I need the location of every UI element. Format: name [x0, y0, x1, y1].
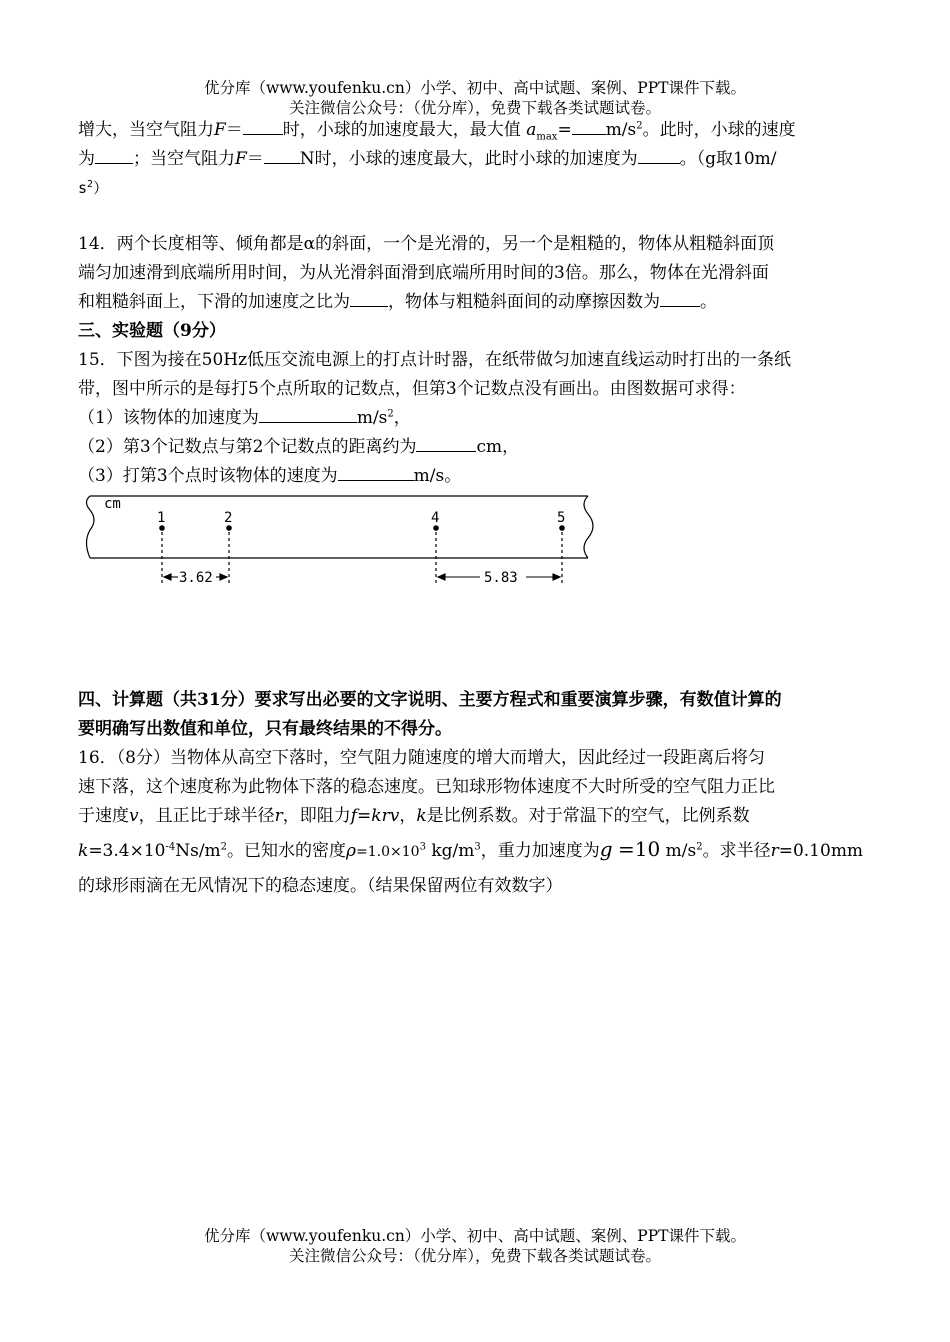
blank	[638, 146, 680, 164]
section-4-line-2: 要明确写出数值和单位，只有最终结果的不得分。	[78, 719, 452, 739]
question-14	[78, 230, 873, 491]
dot-1	[159, 525, 165, 531]
distance-1-2: 3.62	[179, 570, 213, 586]
blank	[660, 289, 700, 307]
q16-line-4: $k=3.4\times 10^{-4}Ns/m^2$。已知水的密度$\rho=1.0\times 10^3$ $kg/m^3$，重力加速度为g =10 $m/s^2$。求半径r=0.10mm	[78, 837, 864, 861]
q13-line-3: $s^2$）	[78, 179, 109, 197]
q13-line-2: 为 ；当空气阻力F＝ N时，小球的速度最大，此时小球的加速度为 。（g取10m/	[78, 145, 873, 174]
q16-line-3: 于速度v，且正比于球半径r，即阻力f=krv，k是比例系数。对于常温下的空气，比例系数	[78, 806, 750, 826]
unit-label: cm	[104, 496, 121, 512]
blank	[350, 289, 388, 307]
point-label-4: 4	[431, 510, 440, 526]
blank	[95, 146, 133, 164]
blank	[259, 405, 357, 423]
header-line-1: 优分库（www.youfenku.cn）小学、初中、高中试题、案例、PPT课件下载。	[203, 79, 747, 97]
blank	[416, 434, 476, 452]
blank	[338, 463, 414, 481]
page-footer	[0, 1226, 950, 1266]
header-line-2: 关注微信公众号：（优分库），免费下载各类试题试卷。	[288, 99, 661, 117]
tape-left-tear	[87, 496, 95, 558]
paper-tape-diagram	[80, 488, 610, 593]
tape-right-tear	[584, 496, 593, 558]
section-4-and-question-16	[78, 686, 873, 901]
dot-2	[226, 525, 232, 531]
q15-line-1: 15．下图为接在50Hz低压交流电源上的打点计时器，在纸带做匀加速直线运动时打出的一条纸	[78, 350, 792, 370]
q14-line-3: 和粗糙斜面上，下滑的加速度之比为 ，物体与粗糙斜面间的动摩擦因数为 。	[78, 288, 873, 317]
q16-line-2: 速下落，这个速度称为此物体下落的稳态速度。已知球形物体速度不大时所受的空气阻力正比	[78, 777, 775, 797]
q15-line-2: 带，图中所示的是每打5个点所取的记数点，但第3个记数点没有画出。由图数据可求得：	[78, 379, 746, 399]
blank	[243, 117, 283, 135]
dot-5	[559, 525, 565, 531]
footer-line-2: 关注微信公众号：（优分库），免费下载各类试题试卷。	[288, 1247, 661, 1265]
point-label-2: 2	[224, 510, 233, 526]
distance-4-5: 5.83	[484, 570, 518, 586]
point-label-1: 1	[157, 510, 166, 526]
dot-4	[433, 525, 439, 531]
q16-line-1: 16．（8分）当物体从高空下落时，空气阻力随速度的增大而增大，因此经过一段距离后将匀	[78, 748, 765, 768]
blank	[264, 146, 300, 164]
blank	[572, 117, 606, 135]
q13-line-1: 增大，当空气阻力F＝ 时，小球的加速度最大，最大值 $a_{max}= m/s^2$。此时，小球的速度	[78, 116, 873, 145]
q15-sub-3: （3）打第3个点时该物体的速度为 m/s。	[78, 462, 873, 491]
question-13-continued	[78, 116, 873, 203]
page-header	[0, 78, 950, 118]
section-3-title: 三、实验题（9分）	[78, 321, 226, 341]
q14-line-1: 14．两个长度相等、倾角都是α的斜面，一个是光滑的，另一个是粗糙的，物体从粗糙斜面顶	[78, 234, 775, 254]
point-label-5: 5	[557, 510, 566, 526]
q15-sub-1: （1）该物体的加速度为 $m/s^2$，	[78, 404, 873, 433]
q16-line-5: 的球形雨滴在无风情况下的稳态速度。（结果保留两位有效数字）	[78, 876, 563, 896]
q15-sub-2: （2）第3个记数点与第2个记数点的距离约为 cm，	[78, 433, 873, 462]
q14-line-2: 端匀加速滑到底端所用时间，为从光滑斜面滑到底端所用时间的3倍。那么，物体在光滑斜面	[78, 263, 769, 283]
footer-line-1: 优分库（www.youfenku.cn）小学、初中、高中试题、案例、PPT课件下载。	[203, 1227, 747, 1245]
section-4-line-1: 四、计算题（共31分）要求写出必要的文字说明、主要方程式和重要演算步骤，有数值计算的	[78, 690, 782, 710]
